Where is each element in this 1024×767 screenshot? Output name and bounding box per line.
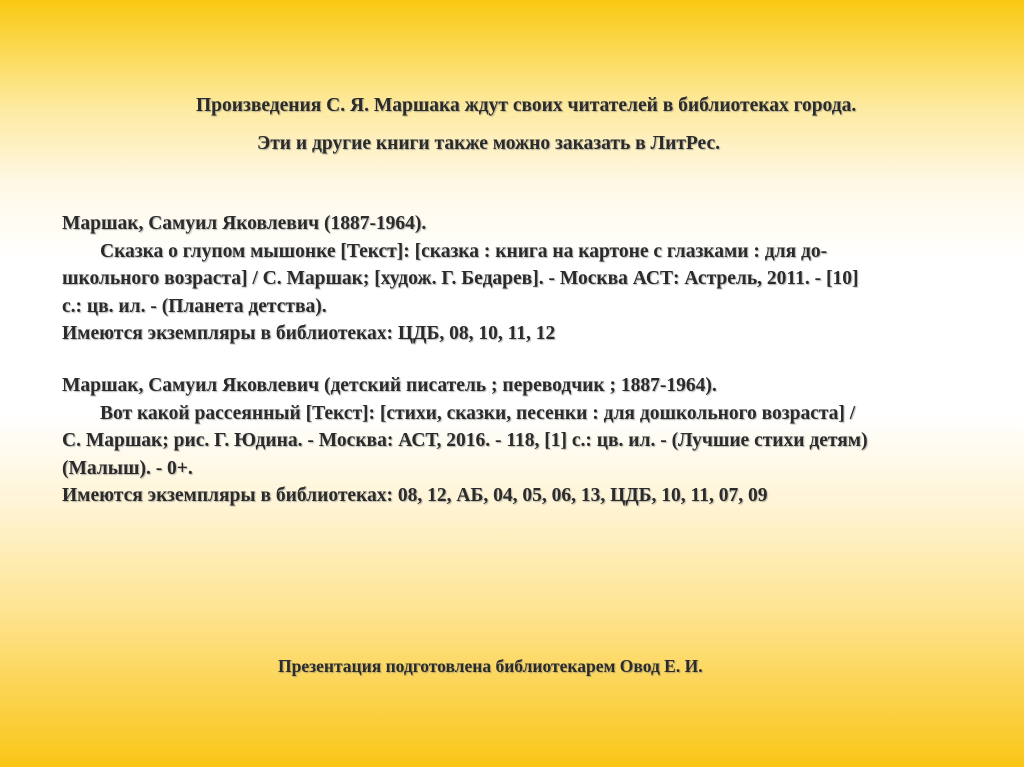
bibliography-entry — [62, 372, 972, 510]
entry-author: Маршак, Самуил Яковлевич (детский писатель ; переводчик ; 1887-1964). — [62, 375, 717, 396]
intro-line-litres: Эти и другие книги также можно заказать в ЛитРес. — [257, 133, 720, 154]
footer-credit: Презентация подготовлена библиотекарем Овод Е. И. — [278, 656, 703, 676]
entry-description-line: Сказка о глупом мышонке [Текст]: [сказка : книга на картоне с глазками : для до- — [100, 240, 828, 262]
entry-availability: Имеются экземпляры в библиотеках: ЦДБ, 08, 10, 11, 12 — [62, 323, 556, 344]
entry-description-line: С. Маршак; рис. Г. Юдина. - Москва: АСТ, 2016. - 118, [1] с.: цв. ил. - (Лучшие стихи детям) — [62, 430, 868, 451]
entry-description-line: с.: цв. ил. - (Планета детства). — [62, 295, 327, 317]
entry-description-line: Вот какой рассеянный [Текст]: [стихи, сказки, песенки : для дошкольного возраста] / — [100, 402, 856, 424]
entry-availability: Имеются экземпляры в библиотеках: 08, 12, АБ, 04, 05, 06, 13, ЦДБ, 10, 11, 07, 09 — [62, 485, 768, 506]
entry-author: Маршак, Самуил Яковлевич (1887-1964). — [62, 213, 427, 234]
intro-line-libraries: Произведения С. Я. Маршака ждут своих читателей в библиотеках города. — [196, 95, 857, 116]
bibliography-entry — [62, 210, 972, 348]
entry-description-line: (Малыш). - 0+. — [62, 457, 193, 479]
entry-description-line: школьного возраста] / С. Маршак; [худож. Г. Бедарев]. - Москва АСТ: Астрель, 2011. - [10] — [62, 268, 859, 289]
